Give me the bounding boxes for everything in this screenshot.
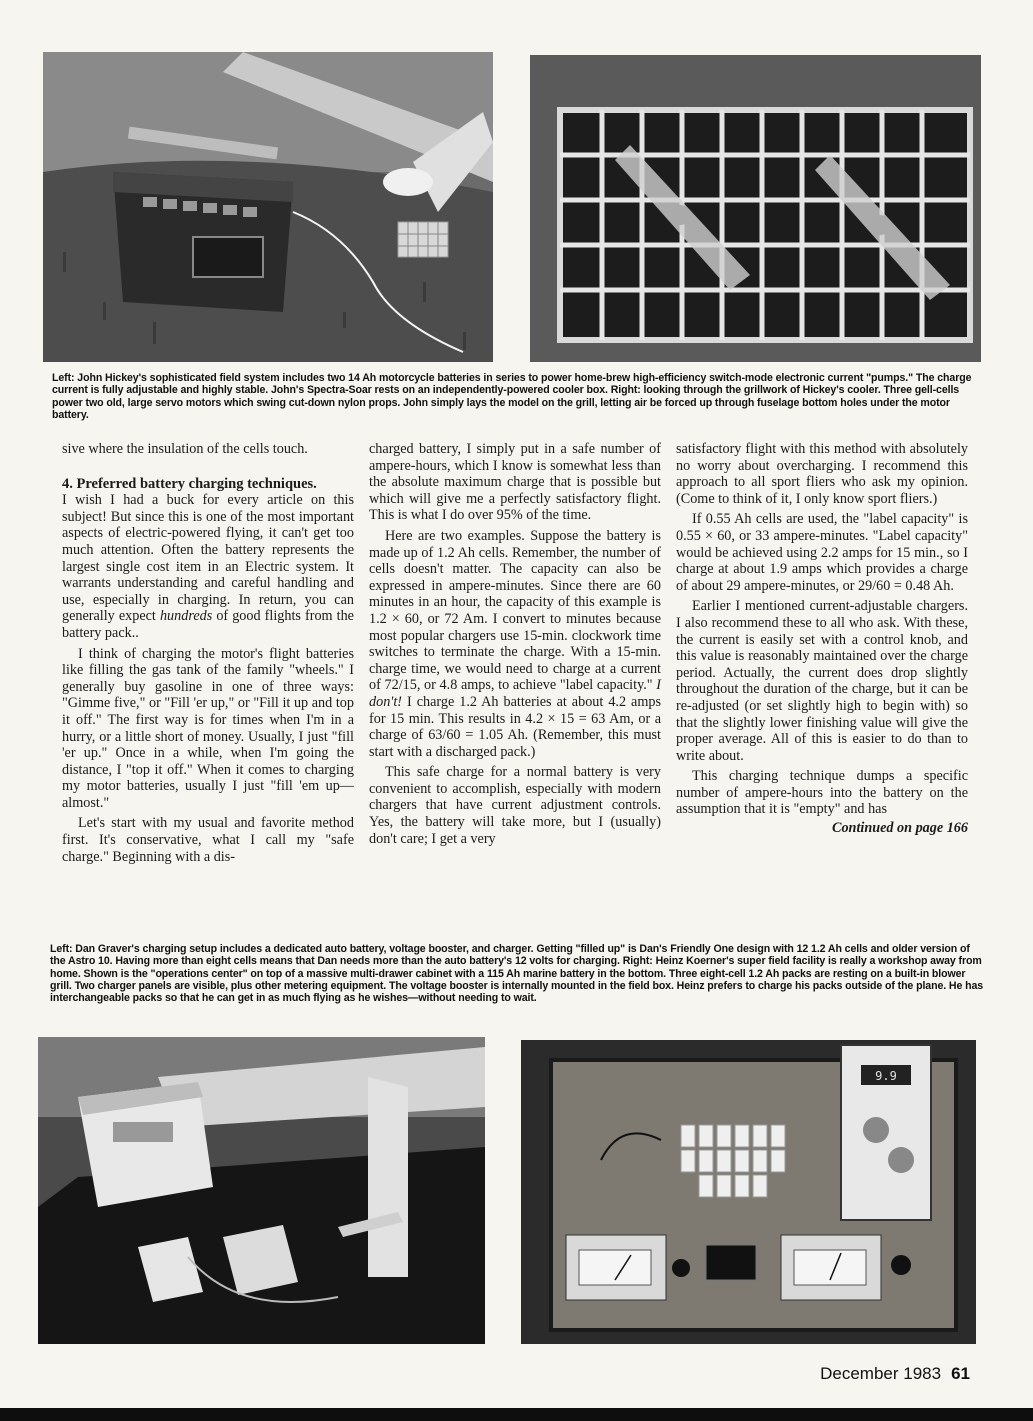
photo-cooler-grill	[530, 55, 981, 362]
col2-paragraph-3: This safe charge for a normal battery is very convenient to accomplish, especially with modern chargers that have current adjustment controls. Yes, the battery will take more, but I (usually) don't care; I get a very	[369, 764, 661, 847]
col1-paragraph-2: I think of charging the motor's flight batteries like filling the gas tank of the family "wheels." I generally buy gasoline in one of three ways: "Gimme five," or "Fill 'er up," or "Fill it up and top it off." The first way is for times when I'm in a hurry, or a little short of money. Usually, I just "fill 'er up." Once in a while, when I'm going the distance, I "top it off." When it comes to charging my motor batteries, usually I just "fill 'em up—almost."	[62, 645, 354, 811]
col3-paragraph-3: Earlier I mentioned current-adjustable chargers. I also recommend these to all who ask. With these, the current is easily set with a control knob, and this value is reasonably maintained over the charge period. Actually, the current does drop slightly throughout the duration of the charge, but it can be re-adjusted (or set slightly high to begin with) so that the slightly lower finishing value will give the proper average. All of this is easier to do than to write about.	[676, 598, 968, 764]
photo-charging-setup	[38, 1037, 485, 1344]
photo-field-facility	[521, 1040, 976, 1344]
top-photo-caption: Left: John Hickey's sophisticated field system includes two 14 Ah motorcycle batteries in series to power home-brew high-efficiency switch-mode electronic current "pumps." The charge current is fully adjustable and highly stable. John's Spectra-Soar rests on an independently-powered cooler box. Right: looking through the grillwork of Hickey's cooler. Three gell-cells power two old, large servo motors which swing cut-down nylon props. John simply lays the model on the grill, letting air be forced up through fuselage bottom holes under the motor battery.	[52, 372, 972, 421]
col2-p2-emphasis: I don't!	[369, 677, 661, 710]
col1-paragraph-1	[62, 492, 354, 641]
meter-display-readout: 9.9	[875, 1069, 897, 1083]
photo-field-facility-drawing	[521, 1040, 976, 1344]
article-column-3	[676, 441, 968, 837]
col3-paragraph-4: This charging technique dumps a specific number of ampere-hours into the battery on the assumption that it is "empty" and has	[676, 768, 968, 818]
page-footer	[760, 1364, 970, 1384]
col2-p2-text-b: I charge 1.2 Ah batteries at about 4.2 amps for 15 min. This results in 4.2 × 15 = 63 Am, or a charge of 63/60 = 1.05 Ah. (Remember, this must start with a discharged pack.)	[369, 693, 661, 760]
col2-paragraph-1: charged battery, I simply put in a safe number of ampere-hours, which I know is somewhat less than the absolute maximum charge that is possible but which will give me a perfectly satisfactory flight. This is what I do over 95% of the time.	[369, 441, 661, 524]
col3-paragraph-2: If 0.55 Ah cells are used, the "label capacity" is 0.55 × 60, or 33 ampere-minutes. "Label capacity" would be achieved using 2.2 amps for 15 min., so I charge at about 1.9 amps which provides a charge of about 29 ampere-minutes, or 29/60 = 0.48 Ah.	[676, 511, 968, 594]
photo-charging-setup-drawing	[38, 1037, 485, 1344]
photo-field-system-drawing	[43, 52, 493, 362]
col3-paragraph-1: satisfactory flight with this method with absolutely no worry about overcharging. I recommend this approach to all sport fliers who ask my opinion. (Come to think of it, I only know sport fliers.)	[676, 441, 968, 507]
col1-p1-text-a: I wish I had a buck for every article on this subject! But since this is one of the most important aspects of electric-powered flying, it can't get too much attention. Often the battery represents the largest single cost item in an Electric system. It warrants understanding and careful handling and use, especially in charging. In return, you can generally expect	[62, 492, 354, 625]
col1-paragraph-0: sive where the insulation of the cells touch.	[62, 441, 308, 457]
col2-paragraph-2	[369, 528, 661, 760]
article-column-1	[62, 441, 354, 865]
section-heading: 4. Preferred battery charging techniques.	[62, 475, 317, 492]
col2-p2-text-a: Here are two examples. Suppose the battery is made up of 1.2 Ah cells. Remember, the number of cells doesn't matter. The capacity can also be expressed in ampere-minutes. Since there are 60 minutes in an hour, the capacity of this example is 1.2 × 60, or 72 Am. I convert to minutes because most popular chargers use 15-min. clockwork time switches to terminate the charge. With a 15-min. charge time, we would need to charge at a current of 72/15, or 4.8 amps, to achieve "label capacity."	[369, 527, 661, 694]
photo-cooler-grill-drawing	[530, 55, 981, 362]
continued-on-page: Continued on page 166	[832, 820, 968, 837]
page-number: 61	[951, 1364, 970, 1383]
col1-paragraph-3: Let's start with my usual and favorite method first. It's conservative, what I call my "safe charge." Beginning with a dis-	[62, 815, 354, 865]
photo-field-system	[43, 52, 493, 362]
col1-p1-text-b: of good flights from the battery pack..	[62, 608, 354, 641]
issue-date: December 1983	[820, 1364, 942, 1383]
page-bottom-edge	[0, 1408, 1033, 1421]
article-column-2	[369, 441, 661, 847]
bottom-photo-caption: Left: Dan Graver's charging setup includes a dedicated auto battery, voltage booster, and charger. Getting "filled up" is Dan's Friendly One design with 12 1.2 Ah cells and older version of the Astro 10. Having more than eight cells means that Dan needs more than the auto battery's 12 volts for charging. Right: Heinz Koerner's super field facility is really a workshop away from home. Shown is the "operations center" on top of a massive multi-drawer cabinet with a 115 Ah marine battery in the bottom. Three eight-cell 1.2 Ah packs are resting on a built-in blower grill. Two charger panels are visible, plus other metering equipment. The voltage booster is internally mounted in the field box. Heinz prefers to charge his packs outside of the plane. He has interchangeable packs so that he can get in as much flying as he wishes—without needing to wait.	[50, 943, 984, 1005]
col1-p1-emphasis: hundreds	[159, 608, 213, 625]
